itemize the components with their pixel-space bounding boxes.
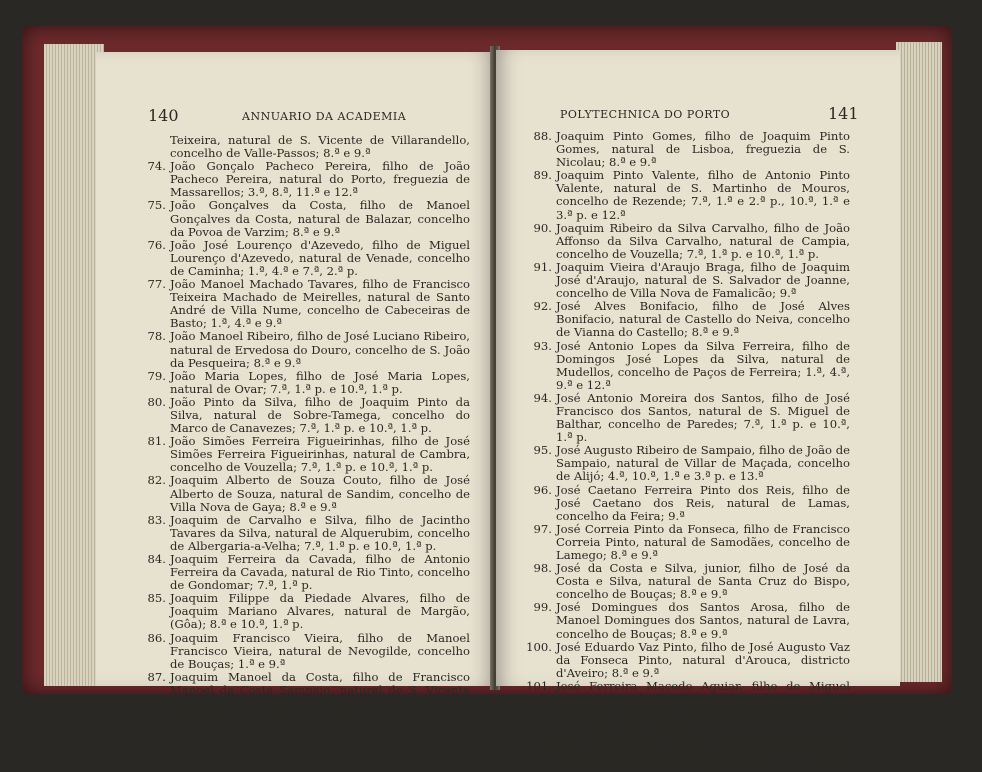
entry-text: Joaquim Ribeiro da Silva Carvalho, filho de João Affonso da Silva Carvalho, natural de Campia, concelho de Vouzella; 7.ª, 1.ª p. e 10.ª, 1.ª p. <box>556 220 850 261</box>
list-item <box>533 561 850 602</box>
entry-number: 74. <box>147 159 166 174</box>
entry-number: 75. <box>147 198 166 213</box>
list-item <box>533 338 850 392</box>
entry-number: 85. <box>147 591 166 606</box>
entry-text: José Eduardo Vaz Pinto, filho de José Augusto Vaz da Fonseca Pinto, natural d'Arouca, districto d'Aveiro; 8.ª e 9.ª <box>556 639 850 680</box>
entry-text: José Caetano Ferreira Pinto dos Reis, filho de José Caetano dos Reis, natural de Lamas, concelho da Feira; 9.ª <box>556 482 850 523</box>
list-item <box>147 368 470 396</box>
list-item <box>147 329 470 370</box>
entry-number: 99. <box>533 600 552 615</box>
entry-number: 84. <box>147 552 166 566</box>
entry-number: 87. <box>147 669 166 684</box>
list-item <box>147 630 470 671</box>
entry-number: 97. <box>533 521 552 536</box>
entry-list <box>526 129 850 772</box>
left-page <box>96 52 494 724</box>
entry-text: João Manoel Ribeiro, filho de José Luciano Ribeiro, natural de Ervedosa do Douro, concelho de S. João da Pesqueira; 8.ª e 9.ª <box>170 329 470 370</box>
list-item <box>533 299 850 340</box>
list-item <box>526 731 850 772</box>
entry-text: João Gonçalo Pacheco Pereira, filho de João Pacheco Pereira, natural do Porto, freguezia de Massarellos; 3.ª, 8.ª, 11.ª e 12.ª <box>170 159 470 200</box>
page-edges-right <box>896 42 942 682</box>
list-item <box>533 259 850 301</box>
entry-text: José da Costa e Silva, junior, filho de José da Costa e Silva, natural de Santa Cruz do Bispo, concelho de Bouças; 8.ª e 9.ª <box>556 561 850 602</box>
entry-list <box>147 133 470 724</box>
running-head: POLYTECHNICA DO PORTO <box>560 108 731 121</box>
entry-text: Teixeira, natural de S. Vicente de Villarandello, concelho de Valle-Passos; 8.ª e 9.ª <box>170 133 470 161</box>
entry-text: José Alves Bonifacio, filho de José Alves Bonifacio, natural de Castello do Neiva, concelho de Vianna do Castello; 8.ª e 9.ª <box>556 299 850 340</box>
list-item <box>147 669 470 724</box>
entry-text: João Gonçalves da Costa, filho de Manoel Gonçalves da Costa, natural de Balazar, concelho da Povoa de Varzim; 8.ª e 9.ª <box>170 198 470 239</box>
entry-text: Joaquim Ferreira da Cavada, filho de Antonio Ferreira da Cavada, natural de Rio Tinto, concelho de Gondomar; 7.ª, 1.ª p. <box>170 552 470 593</box>
entry-number: 81. <box>147 434 166 449</box>
entry-number: 91. <box>533 259 552 274</box>
entry-text: Joaquim Pinto Valente, filho de Antonio Pinto Valente, natural de S. Martinho de Mouros, concelho de Rezende; 7.ª, 1.ª e 2.ª p., 10.ª, 1.ª e 3.ª p. e 12.ª <box>556 168 850 222</box>
entry-text: Joaquim de Carvalho e Silva, filho de Jacintho Tavares da Silva, natural de Alquerubim, concelho de Albergaria-a-Velha; 7.ª, 1.ª p. e 10.ª, 1.ª p. <box>170 512 470 553</box>
entry-text: João Maria Lopes, filho de José Maria Lopes, natural de Ovar; 7.ª, 1.ª p. e 10.ª, 1.ª p. <box>170 368 470 396</box>
list-item <box>147 159 470 200</box>
entry-text: João Manoel Machado Tavares, filho de Francisco Teixeira Machado de Meirelles, natural de Santo André de Villa Nume, concelho de Cabeceiras de Basto; 1.ª, 4.ª e 9.ª <box>170 277 470 331</box>
list-item <box>147 552 470 593</box>
entry-number: 78. <box>147 329 166 344</box>
page-edges-left <box>44 44 104 686</box>
entry-number: 89. <box>533 168 552 183</box>
list-item <box>533 220 850 261</box>
entry-number: 102. <box>526 731 552 746</box>
list-item <box>533 521 850 562</box>
entry-text: João Simões Ferreira Figueirinhas, filho de José Simões Ferreira Figueirinhas, natural de Cambra, concelho de Vouzella; 7.ª, 1.ª p. e 10.ª, 1.ª p. <box>170 434 470 475</box>
entry-number: 90. <box>533 220 552 235</box>
entry-number: 94. <box>533 390 552 405</box>
list-item <box>147 394 470 436</box>
entry-text: José Francisco da Silva Costa, filho de Manoel Francisco da Silva Costa, natural de S. Mamede d'Infesta, concelho de Bouças; 9.ª <box>556 731 850 772</box>
list-item <box>147 198 470 239</box>
entry-text: José Ferreira Macedo Aguiar, filho de Miguel Bernardino Ferreira Macedo Aguiar, natural de Gondifelos, concelho de Villa Nova de Famalicão; 7.ª, 1.ª p. e 10.ª, 1.ª p. <box>556 678 850 733</box>
entry-number: 86. <box>147 630 166 645</box>
entry-number: 95. <box>533 443 552 458</box>
entry-number: 77. <box>147 277 166 292</box>
entry-text: João Pinto da Silva, filho de Joaquim Pinto da Silva, natural de Sobre-Tamega, concelho do Marco de Canavezes; 7.ª, 1.ª p. e 10.ª, 1.ª p. <box>170 394 470 436</box>
list-item <box>533 129 850 170</box>
page-number: 141 <box>828 104 859 123</box>
list-item <box>533 482 850 523</box>
entry-number: 83. <box>147 512 166 527</box>
right-page <box>496 50 900 772</box>
entry-number: 82. <box>147 473 166 488</box>
entry-number: 80. <box>147 394 166 409</box>
entry-text: José Augusto Ribeiro de Sampaio, filho de João de Sampaio, natural de Villar de Maçada, concelho de Alijó; 4.ª, 10.ª, 1.ª e 3.ª p. e 13.ª <box>556 443 850 484</box>
list-item <box>147 473 470 514</box>
entry-text: José Antonio Moreira dos Santos, filho de José Francisco dos Santos, natural de S. Miguel de Balthar, concelho de Paredes; 7.ª, 1.ª p. e 10.ª, 1.ª p. <box>556 390 850 445</box>
list-item <box>533 168 850 222</box>
entry-text: Joaquim Pinto Gomes, filho de Joaquim Pinto Gomes, natural de Lisboa, freguezia de S. Nicolau; 8.ª e 9.ª <box>556 129 850 170</box>
entry-number: 96. <box>533 482 552 497</box>
running-head: ANNUARIO DA ACADEMIA <box>242 110 407 123</box>
list-item <box>147 591 470 632</box>
list-item <box>533 443 850 484</box>
list-item <box>533 390 850 445</box>
entry-number: 101. <box>526 678 552 693</box>
entry-number: 76. <box>147 237 166 252</box>
list-item <box>147 277 470 331</box>
list-item <box>170 134 470 160</box>
entry-text: Joaquim Francisco Vieira, filho de Manoel Francisco Vieira, natural de Nevogilde, concelho de Bouças; 1.ª e 9.ª <box>170 630 470 671</box>
entry-text: Joaquim Manoel da Costa, filho de Francisco Manoel da Costa Sampaio, natural de S. Vicente de Souza, concelho de Felgueiras; 7.ª, 1.ª p. e 10.ª, 1.ª p. <box>170 669 470 724</box>
list-item <box>147 434 470 475</box>
list-item <box>147 512 470 553</box>
entry-text: José Domingues dos Santos Arosa, filho de Manoel Domingues dos Santos, natural de Lavra, concelho de Bouças; 8.ª e 9.ª <box>556 600 850 641</box>
list-item <box>526 678 850 733</box>
list-item <box>147 237 470 278</box>
entry-text: Joaquim Alberto de Souza Couto, filho de José Alberto de Souza, natural de Sandim, concelho de Villa Nova de Gaya; 8.ª e 9.ª <box>170 473 470 514</box>
entry-number: 79. <box>147 368 166 383</box>
entry-number: 93. <box>533 338 552 353</box>
entry-text: Joaquim Filippe da Piedade Alvares, filho de Joaquim Mariano Alvares, natural de Margão, (Gôa); 8.ª e 10.ª, 1.ª p. <box>170 591 470 632</box>
entry-number: 92. <box>533 299 552 314</box>
entry-number: 88. <box>533 129 552 143</box>
page-number: 140 <box>148 106 179 125</box>
entry-text: Joaquim Vieira d'Araujo Braga, filho de Joaquim José d'Araujo, natural de S. Salvador de Joanne, concelho de Villa Nova de Famalicão; 9.ª <box>556 259 850 301</box>
entry-number: 100. <box>526 639 552 654</box>
entry-text: João José Lourenço d'Azevedo, filho de Miguel Lourenço d'Azevedo, natural de Venade, concelho de Caminha; 1.ª, 4.ª e 7.ª, 2.ª p. <box>170 237 470 278</box>
entry-number: 98. <box>533 561 552 576</box>
entry-text: José Antonio Lopes da Silva Ferreira, filho de Domingos José Lopes da Silva, natural de Mudellos, concelho de Paços de Ferreira; 1.ª, 4.ª, 9.ª e 12.ª <box>556 338 850 392</box>
entry-text: José Correia Pinto da Fonseca, filho de Francisco Correia Pinto, natural de Samodães, concelho de Lamego; 8.ª e 9.ª <box>556 521 850 562</box>
list-item <box>526 639 850 680</box>
list-item <box>533 600 850 641</box>
